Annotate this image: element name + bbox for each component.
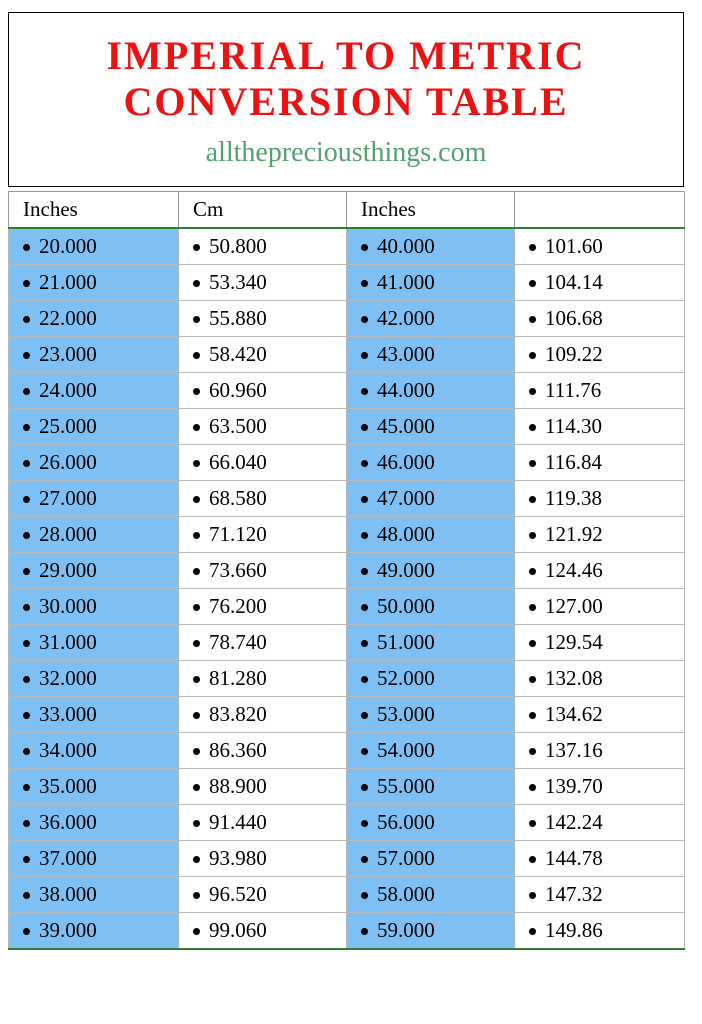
bullet-icon [361,388,368,395]
table-cell [9,301,179,337]
table-cell [347,481,515,517]
bullet-icon [23,856,30,863]
table-cell [179,913,347,950]
cell-value: 127.00 [545,594,603,618]
cell-value: 149.86 [545,918,603,942]
bullet-icon [23,820,30,827]
table-cell [347,265,515,301]
bullet-icon [361,784,368,791]
table-row [9,913,685,950]
table-cell [347,769,515,805]
bullet-icon [361,928,368,935]
table-cell [347,697,515,733]
table-cell [515,697,685,733]
table-row [9,445,685,481]
cell-value: 22.000 [39,306,97,330]
cell-value: 28.000 [39,522,97,546]
table-row [9,409,685,445]
bullet-icon [193,856,200,863]
cell-value: 34.000 [39,738,97,762]
cell-value: 142.24 [545,810,603,834]
cell-value: 27.000 [39,486,97,510]
cell-value: 50.800 [209,234,267,258]
bullet-icon [361,604,368,611]
cell-value: 101.60 [545,234,603,258]
table-cell [347,301,515,337]
table-cell [515,228,685,265]
cell-value: 59.000 [377,918,435,942]
cell-value: 55.000 [377,774,435,798]
bullet-icon [193,712,200,719]
cell-value: 35.000 [39,774,97,798]
bullet-icon [193,640,200,647]
bullet-icon [193,532,200,539]
cell-value: 78.740 [209,630,267,654]
table-cell [347,337,515,373]
bullet-icon [23,280,30,287]
table-cell [9,733,179,769]
table-cell [9,877,179,913]
cell-value: 30.000 [39,594,97,618]
table-cell [347,445,515,481]
cell-value: 53.000 [377,702,435,726]
bullet-icon [193,784,200,791]
bullet-icon [193,244,200,251]
table-cell [515,553,685,589]
cell-value: 36.000 [39,810,97,834]
bullet-icon [529,748,536,755]
bullet-icon [529,532,536,539]
bullet-icon [23,496,30,503]
bullet-icon [529,568,536,575]
table-cell [179,553,347,589]
table-cell [179,409,347,445]
cell-value: 63.500 [209,414,267,438]
bullet-icon [193,388,200,395]
cell-value: 32.000 [39,666,97,690]
table-cell [179,697,347,733]
table-head [9,192,685,229]
bullet-icon [23,568,30,575]
table-row [9,553,685,589]
table-cell [179,481,347,517]
cell-value: 45.000 [377,414,435,438]
bullet-icon [23,244,30,251]
table-cell [179,445,347,481]
column-header-inches-1: Inches [9,192,179,229]
table-cell [9,805,179,841]
bullet-icon [193,460,200,467]
site-watermark: allthepreciousthings.com [205,137,487,168]
cell-value: 86.360 [209,738,267,762]
table-cell [347,805,515,841]
cell-value: 106.68 [545,306,603,330]
cell-value: 129.54 [545,630,603,654]
bullet-icon [23,712,30,719]
bullet-icon [529,424,536,431]
bullet-icon [529,640,536,647]
bullet-icon [23,892,30,899]
bullet-icon [529,496,536,503]
table-cell [347,913,515,950]
table-cell [9,697,179,733]
bullet-icon [23,316,30,323]
bullet-icon [23,928,30,935]
table-cell [9,517,179,553]
bullet-icon [193,424,200,431]
bullet-icon [529,856,536,863]
table-cell [179,373,347,409]
table-cell [515,589,685,625]
cell-value: 49.000 [377,558,435,582]
table-row [9,733,685,769]
bullet-icon [529,784,536,791]
cell-value: 31.000 [39,630,97,654]
table-cell [179,589,347,625]
cell-value: 111.76 [545,378,602,402]
cell-value: 116.84 [545,450,602,474]
table-cell [515,877,685,913]
table-cell [9,481,179,517]
bullet-icon [529,244,536,251]
table-row [9,517,685,553]
column-header-cm-2 [515,192,685,229]
bullet-icon [361,820,368,827]
bullet-icon [193,316,200,323]
bullet-icon [23,424,30,431]
bullet-icon [361,460,368,467]
bullet-icon [361,676,368,683]
bullet-icon [529,352,536,359]
cell-value: 58.420 [209,342,267,366]
cell-value: 96.520 [209,882,267,906]
table-cell [347,517,515,553]
column-header-inches-2: Inches [347,192,515,229]
cell-value: 37.000 [39,846,97,870]
table-cell [9,913,179,950]
cell-value: 42.000 [377,306,435,330]
table-cell [347,409,515,445]
bullet-icon [529,388,536,395]
bullet-icon [361,640,368,647]
bullet-icon [529,892,536,899]
cell-value: 71.120 [209,522,267,546]
table-cell [515,409,685,445]
bullet-icon [23,640,30,647]
table-cell [515,841,685,877]
cell-value: 121.92 [545,522,603,546]
bullet-icon [529,280,536,287]
page-title-line-1: IMPERIAL TO METRIC [106,33,586,78]
bullet-icon [193,568,200,575]
table-row [9,228,685,265]
table-cell [179,841,347,877]
table-cell [515,373,685,409]
cell-value: 134.62 [545,702,603,726]
bullet-icon [361,748,368,755]
table-row [9,877,685,913]
bullet-icon [193,892,200,899]
table-cell [9,337,179,373]
table-cell [347,228,515,265]
bullet-icon [529,928,536,935]
cell-value: 40.000 [377,234,435,258]
table-row [9,265,685,301]
cell-value: 139.70 [545,774,603,798]
bullet-icon [529,460,536,467]
table-row [9,697,685,733]
table-cell [515,769,685,805]
table-cell [515,337,685,373]
bullet-icon [23,352,30,359]
bullet-icon [193,748,200,755]
cell-value: 44.000 [377,378,435,402]
table-cell [9,445,179,481]
table-cell [9,769,179,805]
table-cell [347,373,515,409]
column-header-cm-1: Cm [179,192,347,229]
table-cell [515,445,685,481]
cell-value: 147.32 [545,882,603,906]
title-block [8,12,684,187]
table-cell [179,625,347,661]
table-row [9,301,685,337]
cell-value: 132.08 [545,666,603,690]
cell-value: 24.000 [39,378,97,402]
table-cell [9,841,179,877]
cell-value: 66.040 [209,450,267,474]
cell-value: 76.200 [209,594,267,618]
table-cell [515,517,685,553]
bullet-icon [361,856,368,863]
cell-value: 60.960 [209,378,267,402]
cell-value: 58.000 [377,882,435,906]
table-row [9,625,685,661]
table-cell [347,661,515,697]
table-row [9,373,685,409]
page-title-line-2: CONVERSION TABLE [123,79,569,124]
table-cell [179,301,347,337]
cell-value: 21.000 [39,270,97,294]
table-cell [515,661,685,697]
bullet-icon [361,424,368,431]
cell-value: 56.000 [377,810,435,834]
bullet-icon [193,496,200,503]
table-cell [9,553,179,589]
cell-value: 38.000 [39,882,97,906]
bullet-icon [193,280,200,287]
table-cell [9,589,179,625]
table-row [9,841,685,877]
table-cell [347,589,515,625]
table-cell [515,805,685,841]
table-cell [179,265,347,301]
bullet-icon [529,604,536,611]
cell-value: 57.000 [377,846,435,870]
table-body [9,228,685,949]
cell-value: 91.440 [209,810,267,834]
cell-value: 41.000 [377,270,435,294]
bullet-icon [193,676,200,683]
bullet-icon [361,496,368,503]
bullet-icon [361,352,368,359]
bullet-icon [529,712,536,719]
conversion-table [8,191,685,950]
cell-value: 25.000 [39,414,97,438]
bullet-icon [23,676,30,683]
cell-value: 81.280 [209,666,267,690]
cell-value: 52.000 [377,666,435,690]
bullet-icon [23,784,30,791]
bullet-icon [529,820,536,827]
bullet-icon [529,676,536,683]
table-cell [179,228,347,265]
cell-value: 55.880 [209,306,267,330]
cell-value: 50.000 [377,594,435,618]
table-cell [179,769,347,805]
cell-value: 93.980 [209,846,267,870]
table-cell [179,517,347,553]
table-row [9,589,685,625]
table-cell [179,877,347,913]
table-row [9,661,685,697]
table-cell [347,733,515,769]
table-cell [515,733,685,769]
cell-value: 68.580 [209,486,267,510]
table-row [9,805,685,841]
bullet-icon [529,316,536,323]
conversion-table-wrap [8,191,684,950]
cell-value: 88.900 [209,774,267,798]
bullet-icon [361,316,368,323]
bullet-icon [193,604,200,611]
cell-value: 23.000 [39,342,97,366]
cell-value: 51.000 [377,630,435,654]
cell-value: 137.16 [545,738,603,762]
table-cell [347,625,515,661]
table-cell [515,265,685,301]
table-row [9,769,685,805]
table-cell [9,373,179,409]
cell-value: 119.38 [545,486,602,510]
cell-value: 104.14 [545,270,603,294]
bullet-icon [361,280,368,287]
table-cell [515,913,685,950]
bullet-icon [193,352,200,359]
bullet-icon [23,748,30,755]
table-cell [347,841,515,877]
cell-value: 26.000 [39,450,97,474]
table-cell [9,228,179,265]
cell-value: 83.820 [209,702,267,726]
cell-value: 43.000 [377,342,435,366]
cell-value: 47.000 [377,486,435,510]
bullet-icon [23,604,30,611]
bullet-icon [361,712,368,719]
table-cell [179,337,347,373]
table-cell [9,661,179,697]
cell-value: 39.000 [39,918,97,942]
cell-value: 73.660 [209,558,267,582]
table-cell [9,409,179,445]
table-cell [515,625,685,661]
table-cell [515,481,685,517]
cell-value: 144.78 [545,846,603,870]
bullet-icon [361,892,368,899]
bullet-icon [23,532,30,539]
cell-value: 124.46 [545,558,603,582]
cell-value: 29.000 [39,558,97,582]
table-cell [347,877,515,913]
cell-value: 20.000 [39,234,97,258]
cell-value: 109.22 [545,342,603,366]
cell-value: 54.000 [377,738,435,762]
cell-value: 46.000 [377,450,435,474]
bullet-icon [23,460,30,467]
cell-value: 53.340 [209,270,267,294]
table-row [9,481,685,517]
bullet-icon [23,388,30,395]
bullet-icon [193,820,200,827]
cell-value: 114.30 [545,414,602,438]
bullet-icon [193,928,200,935]
cell-value: 99.060 [209,918,267,942]
table-cell [179,661,347,697]
table-cell [9,625,179,661]
table-cell [347,553,515,589]
bullet-icon [361,532,368,539]
bullet-icon [361,568,368,575]
bullet-icon [361,244,368,251]
table-cell [179,805,347,841]
cell-value: 48.000 [377,522,435,546]
table-cell [9,265,179,301]
table-row [9,337,685,373]
table-cell [515,301,685,337]
table-cell [179,733,347,769]
table-header-row [9,192,685,229]
cell-value: 33.000 [39,702,97,726]
